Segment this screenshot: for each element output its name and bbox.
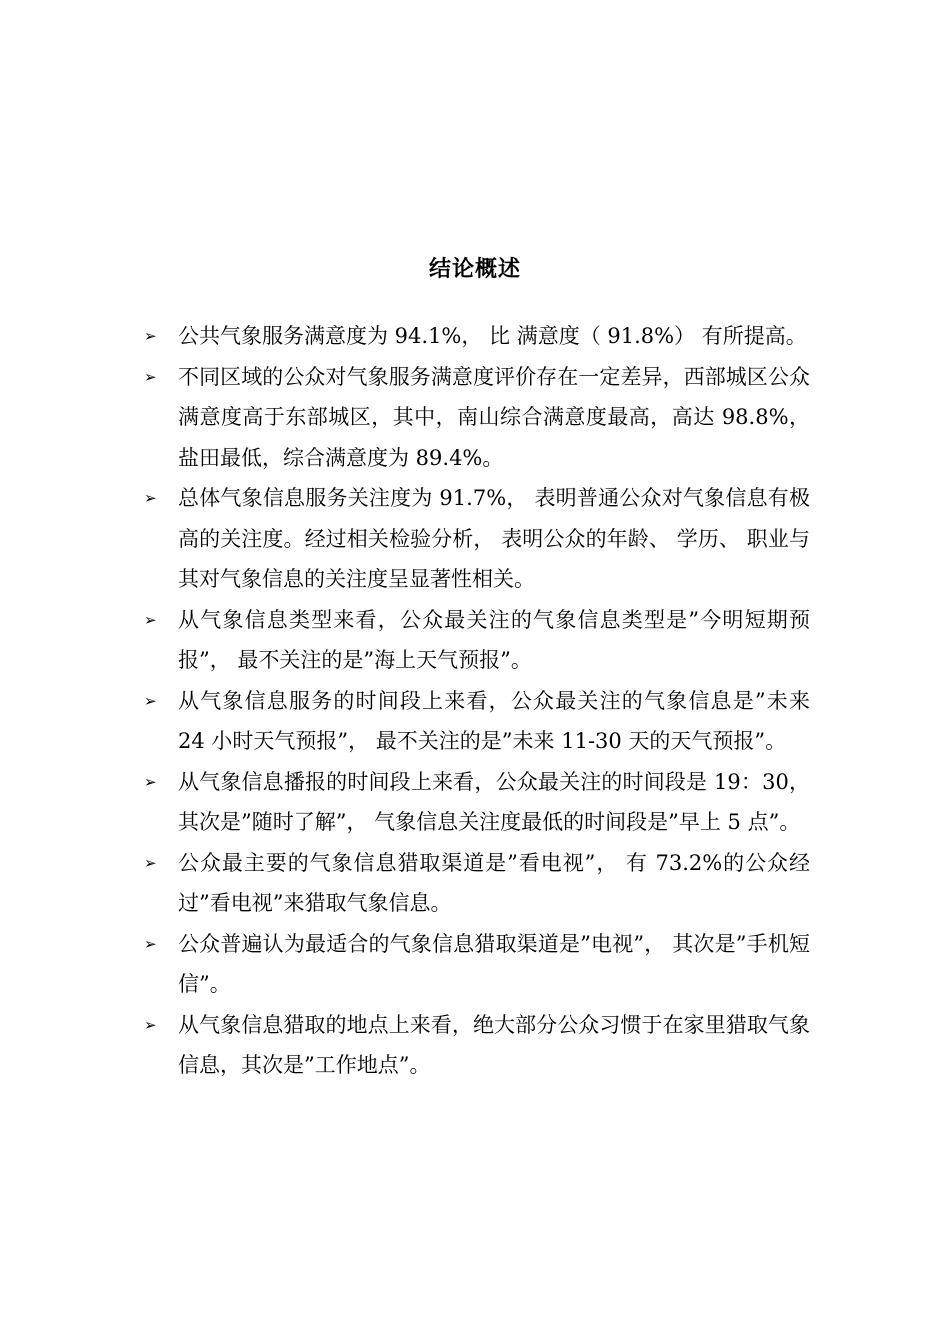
list-item (144, 1005, 810, 1086)
list-item (144, 357, 810, 479)
list-item-text: 从气象信息类型来看，公众最关注的气象信息类型是”今明短期预报”， 最不关注的是”海上天气预报”。 (178, 607, 810, 672)
arrow-bullet-icon: ➢ (144, 489, 157, 507)
list-item-text: 公众最主要的气象信息猎取渠道是”看电视”， 有 73.2%的公众经过”看电视”来猎取气象信息。 (178, 850, 810, 915)
list-item (144, 924, 810, 1005)
arrow-bullet-icon: ➢ (144, 610, 157, 629)
list-item-text: 从气象信息播报的时间段上来看，公众最关注的时间段是 19：30，其次是”随时了解”， 气象信息关注度最低的时间段是”早上 5 点”。 (178, 769, 810, 834)
list-item-text: 从气象信息猎取的地点上来看，绝大部分公众习惯于在家里猎取气象信息，其次是”工作地点”。 (178, 1012, 810, 1077)
page-title: 结论概述 (428, 257, 521, 282)
list-item (144, 681, 810, 762)
list-item (144, 762, 810, 843)
list-item (144, 843, 810, 924)
list-item-text: 公众普遍认为最适合的气象信息猎取渠道是”电视”， 其次是”手机短信”。 (178, 931, 810, 996)
list-item (144, 316, 810, 357)
arrow-bullet-icon: ➢ (144, 327, 157, 345)
list-item (144, 478, 810, 600)
arrow-bullet-icon: ➢ (144, 853, 157, 872)
list-item (144, 600, 810, 681)
list-item-text: 公共气象服务满意度为 94.1%， 比 满意度（ 91.8%） 有所提高。 (178, 324, 807, 348)
arrow-bullet-icon: ➢ (144, 1015, 157, 1034)
arrow-bullet-icon: ➢ (144, 367, 157, 386)
list-item-text: 不同区域的公众对气象服务满意度评价存在一定差异，西部城区公众满意度高于东部城区，其中，南山综合满意度最高，高达 98.8%，盐田最低，综合满意度为 89.4%。 (178, 364, 810, 470)
arrow-bullet-icon: ➢ (144, 934, 157, 953)
arrow-bullet-icon: ➢ (144, 691, 157, 710)
list-item-text: 总体气象信息服务关注度为 91.7%， 表明普通公众对气象信息有极高的关注度。经过相关检验分析， 表明公众的年龄、 学历、 职业与其对气象信息的关注度呈显著性相关。 (178, 486, 810, 591)
list-item-text: 从气象信息服务的时间段上来看，公众最关注的气象信息是”未来 24 小时天气预报”， 最不关注的是”未来 11-30 天的天气预报”。 (178, 688, 810, 753)
conclusion-list (144, 316, 810, 1086)
arrow-bullet-icon: ➢ (144, 772, 157, 791)
